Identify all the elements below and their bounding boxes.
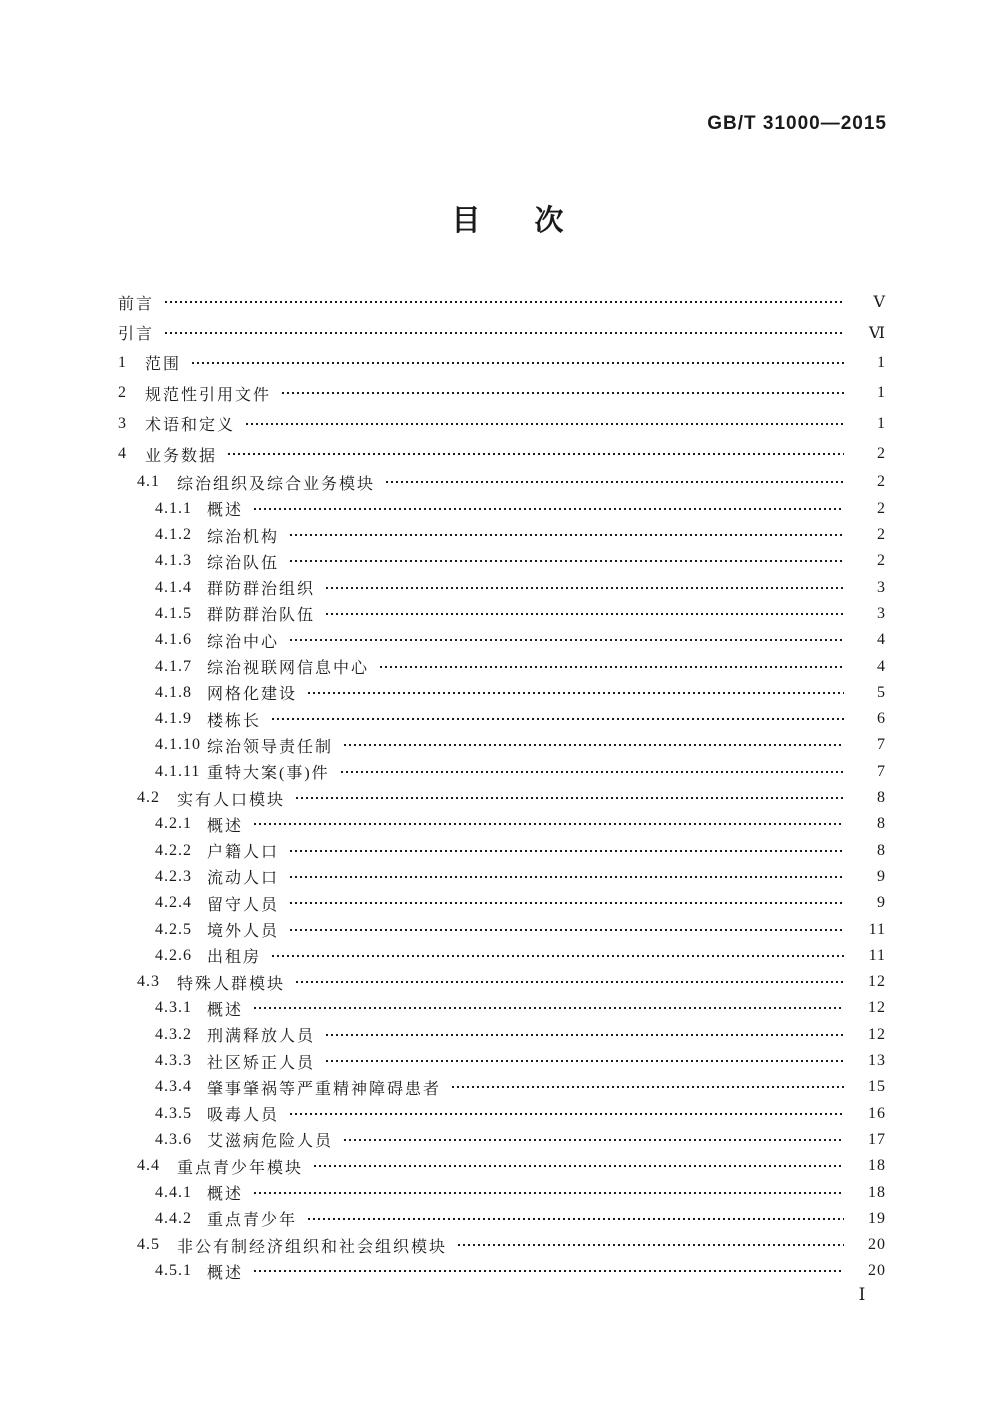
toc-leader-dots	[282, 392, 844, 394]
page-title	[0, 198, 993, 239]
toc-entry-number: 4.3.1	[155, 999, 192, 1017]
toc-leader-dots	[254, 1007, 844, 1009]
toc-entry-label: 概述	[207, 1186, 244, 1203]
toc-entry-label: 规范性引用文件	[145, 386, 272, 404]
toc-leader-dots	[290, 1113, 844, 1115]
toc-leader-dots	[380, 666, 844, 668]
toc-entry	[155, 706, 886, 732]
toc-entry-page: 8	[877, 841, 886, 859]
toc-entry-number: 4.4.2	[155, 1209, 192, 1227]
toc-entry	[155, 1022, 886, 1048]
toc-entry-label: 综治领导责任制	[207, 738, 334, 756]
toc-entry-page: 9	[877, 894, 886, 912]
standard-code: GB/T 31000—2015	[707, 113, 887, 134]
toc-entry-page: 13	[868, 1052, 886, 1070]
toc-leader-dots	[272, 955, 844, 957]
toc-entry-number: 4.1.9	[155, 710, 192, 728]
toc-entry-page: 5	[877, 683, 886, 701]
toc-entry-label: 群防群治队伍	[207, 607, 316, 625]
toc-entry	[137, 469, 886, 495]
toc-entry-page: 11	[868, 946, 886, 964]
toc-entry	[155, 522, 886, 548]
toc-leader-dots	[296, 797, 844, 799]
toc-entry-page: 2	[877, 445, 886, 463]
toc-leader-dots	[254, 508, 844, 510]
toc-entry-page: 7	[877, 736, 886, 754]
toc-entry-page: 11	[868, 920, 886, 938]
toc-entry-label: 综治机构	[207, 528, 280, 546]
toc-entry-number: 4	[118, 445, 127, 463]
toc-entry-page: 15	[868, 1078, 886, 1096]
toc-entry-number: 1	[118, 353, 127, 371]
toc-leader-dots	[344, 744, 844, 746]
toc-entry-label: 概述	[207, 817, 244, 835]
toc-entry-page: 2	[877, 526, 886, 544]
toc-entry-number: 3	[118, 414, 127, 432]
toc-entry-label: 吸毒人员	[207, 1107, 280, 1125]
toc-entry-number: 4.5	[137, 1236, 160, 1254]
toc-entry-number: 4.2.6	[155, 946, 192, 964]
toc-entry	[155, 548, 886, 574]
toc-entry-label: 非公有制经济组织和社会组织模块	[177, 1238, 448, 1256]
toc-entry-number: 4.1.11	[155, 762, 201, 780]
toc-entry-number: 4.3.2	[155, 1025, 192, 1043]
toc-leader-dots	[290, 850, 844, 852]
toc-leader-dots	[326, 1060, 844, 1062]
toc-entry-number: 4.1.7	[155, 657, 192, 675]
toc-entry-page: 18	[868, 1157, 886, 1175]
toc-entry	[155, 575, 886, 601]
toc-leader-dots	[308, 1218, 844, 1220]
toc-entry	[155, 995, 886, 1021]
toc-entry-label: 户籍人口	[207, 844, 280, 862]
toc-entry-page: 2	[877, 552, 886, 570]
toc-entry-page: 20	[868, 1236, 886, 1254]
toc-entry	[155, 943, 886, 969]
toc-entry	[155, 653, 886, 679]
toc-entry-label: 肇事肇祸等严重精神障碍患者	[207, 1080, 442, 1098]
page-title-char: 次	[534, 205, 564, 237]
toc-leader-dots	[452, 1086, 844, 1088]
toc-entry-number: 4.2.1	[155, 815, 192, 833]
toc-entry-label: 引言	[118, 326, 155, 344]
toc-entry-label: 业务数据	[145, 447, 218, 465]
toc-entry-label: 综治组织及综合业务模块	[177, 475, 376, 493]
toc-entry	[155, 864, 886, 890]
toc-entry-label: 概述	[207, 1264, 244, 1282]
toc-leader-dots	[290, 876, 844, 878]
toc-entry-label: 综治队伍	[207, 554, 280, 572]
toc-entry-page: 7	[877, 762, 886, 780]
toc-entry-label: 社区矫正人员	[207, 1054, 316, 1072]
toc-leader-dots	[290, 639, 844, 641]
toc-entry-page: 9	[877, 867, 886, 885]
toc-entry-page: 1	[877, 353, 886, 371]
toc-leader-dots	[228, 453, 844, 455]
toc-entry-number: 4.1.2	[155, 526, 192, 544]
toc-leader-dots	[458, 1244, 844, 1246]
toc-entry	[155, 916, 886, 942]
toc-leader-dots	[192, 362, 844, 364]
toc-entry-page: 20	[868, 1262, 886, 1280]
toc-entry-number: 4.1.1	[155, 499, 192, 517]
toc-entry-page: 4	[877, 657, 886, 675]
toc-leader-dots	[165, 332, 844, 334]
toc-entry-page: 8	[877, 815, 886, 833]
toc-entry-page: 18	[868, 1183, 886, 1201]
toc-entry-page: 1	[877, 414, 886, 432]
toc-entry-label: 范围	[145, 356, 182, 374]
toc-entry-number: 4.1.4	[155, 578, 192, 596]
toc-entry-label: 出租房	[207, 949, 262, 967]
toc-leader-dots	[344, 1139, 844, 1141]
toc-entry-label: 群防群治组织	[207, 581, 316, 599]
toc-entry-label: 前言	[118, 295, 155, 313]
toc-entry-page: Ⅵ	[868, 324, 886, 342]
toc-entry	[155, 1127, 886, 1153]
toc-entry-label: 综治中心	[207, 633, 280, 651]
toc-entry-number: 4.1.6	[155, 631, 192, 649]
toc-leader-dots	[326, 613, 844, 615]
toc-entry-number: 4.2	[137, 789, 160, 807]
toc-entry-label: 综治视联网信息中心	[207, 660, 370, 678]
toc-entry	[137, 969, 886, 995]
toc-entry	[118, 287, 886, 317]
toc-entry-page: 4	[877, 631, 886, 649]
toc-entry	[155, 811, 886, 837]
toc-entry-page: 12	[868, 973, 886, 991]
toc-entry-page: 6	[877, 710, 886, 728]
toc-entry-page: 1	[877, 384, 886, 402]
toc-leader-dots	[165, 301, 844, 303]
toc-entry	[155, 890, 886, 916]
toc-entry	[155, 838, 886, 864]
toc-entry-label: 流动人口	[207, 870, 280, 888]
toc-entry-page: 3	[877, 578, 886, 596]
toc-entry-page: 12	[868, 999, 886, 1017]
toc-entry-label: 重点青少年	[207, 1212, 298, 1230]
toc-entry-label: 重特大案(事)件	[207, 765, 330, 783]
toc-entry-label: 艾滋病危险人员	[207, 1133, 334, 1151]
toc-entry	[118, 317, 886, 347]
toc-entry-number: 4.5.1	[155, 1262, 192, 1280]
footer-page-number: Ⅰ	[858, 1285, 866, 1304]
toc-entry	[155, 1048, 886, 1074]
toc-leader-dots	[326, 1034, 844, 1036]
toc-entry-number: 4.2.4	[155, 894, 192, 912]
toc-entry-page: 12	[868, 1025, 886, 1043]
toc-entry	[137, 1153, 886, 1179]
toc-list	[118, 287, 886, 1285]
toc-entry-number: 4.3	[137, 973, 160, 991]
toc-leader-dots	[308, 692, 844, 694]
toc-entry-number: 4.3.6	[155, 1130, 192, 1148]
toc-entry	[155, 732, 886, 758]
toc-entry-page: 17	[868, 1130, 886, 1148]
toc-leader-dots	[254, 1192, 844, 1194]
toc-entry	[155, 1206, 886, 1232]
toc-entry-page: Ⅴ	[873, 294, 886, 312]
toc-leader-dots	[290, 534, 844, 536]
toc-leader-dots	[326, 587, 844, 589]
toc-entry-label: 术语和定义	[145, 417, 236, 435]
toc-entry	[155, 680, 886, 706]
toc-entry-number: 4.1.5	[155, 604, 192, 622]
toc-entry	[155, 496, 886, 522]
toc-entry	[118, 348, 886, 378]
toc-leader-dots	[290, 560, 844, 562]
toc-entry-number: 4.2.2	[155, 841, 192, 859]
toc-entry	[155, 601, 886, 627]
toc-entry-number: 4.3.4	[155, 1078, 192, 1096]
toc-entry-page: 3	[877, 604, 886, 622]
toc-leader-dots	[246, 423, 844, 425]
page-title-char: 目	[451, 205, 481, 237]
toc-entry	[118, 378, 886, 408]
toc-entry-label: 特殊人群模块	[177, 975, 286, 993]
toc-entry	[118, 409, 886, 439]
toc-entry-page: 2	[877, 473, 886, 491]
toc-entry	[155, 627, 886, 653]
toc-leader-dots	[314, 1165, 844, 1167]
toc-entry-number: 4.2.5	[155, 920, 192, 938]
toc-entry-label: 楼栋长	[207, 712, 262, 730]
toc-entry	[137, 1232, 886, 1258]
toc-entry-number: 4.2.3	[155, 867, 192, 885]
toc-leader-dots	[341, 771, 844, 773]
toc-entry-label: 概述	[207, 502, 244, 520]
toc-entry	[155, 1100, 886, 1126]
toc-entry-label: 刑满释放人员	[207, 1028, 316, 1046]
toc-entry-page: 8	[877, 789, 886, 807]
toc-entry-label: 概述	[207, 1001, 244, 1019]
toc-leader-dots	[272, 718, 844, 720]
toc-entry-label: 实有人口模块	[177, 791, 286, 809]
toc-entry	[155, 759, 886, 785]
toc-entry-label: 网格化建设	[207, 686, 298, 704]
toc-entry-number: 4.1.10	[155, 736, 201, 754]
toc-entry-number: 4.3.5	[155, 1104, 192, 1122]
toc-entry-label: 重点青少年模块	[177, 1159, 304, 1177]
toc-leader-dots	[386, 481, 844, 483]
toc-entry-number: 4.3.3	[155, 1052, 192, 1070]
toc-leader-dots	[254, 1270, 844, 1272]
toc-entry-number: 4.4.1	[155, 1183, 192, 1201]
toc-entry	[155, 1258, 886, 1284]
toc-entry-page: 2	[877, 499, 886, 517]
toc-leader-dots	[254, 823, 844, 825]
toc-entry-label: 境外人员	[207, 923, 280, 941]
toc-entry-label: 留守人员	[207, 896, 280, 914]
toc-entry-page: 16	[868, 1104, 886, 1122]
toc-leader-dots	[290, 902, 844, 904]
toc-entry	[137, 785, 886, 811]
toc-entry-number: 4.1.3	[155, 552, 192, 570]
toc-entry	[155, 1074, 886, 1100]
toc-entry-page: 19	[868, 1209, 886, 1227]
toc-entry	[155, 1179, 886, 1205]
toc-entry	[118, 439, 886, 469]
toc-entry-number: 4.1.8	[155, 683, 192, 701]
toc-entry-number: 2	[118, 384, 127, 402]
toc-entry-number: 4.4	[137, 1157, 160, 1175]
toc-leader-dots	[290, 929, 844, 931]
toc-leader-dots	[296, 981, 844, 983]
toc-entry-number: 4.1	[137, 473, 160, 491]
